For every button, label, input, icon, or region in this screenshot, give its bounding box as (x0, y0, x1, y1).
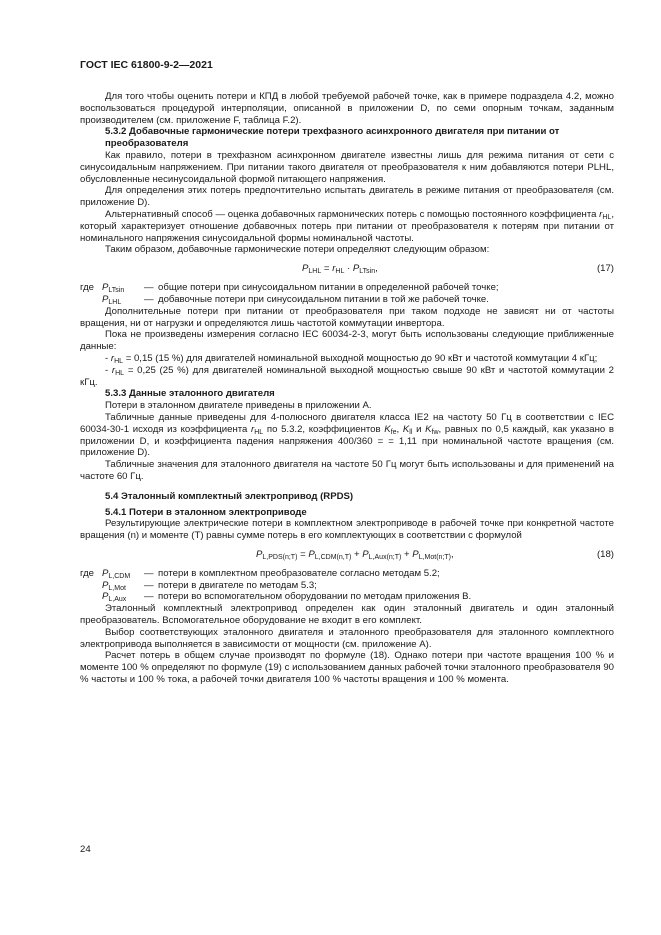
where-item: $P_{L,Aux}$ — потери во вспомогательном оборудовании по методам приложения В. (102, 591, 472, 604)
where-item: $P_{L,Mot}$ — потери в двигателе по методам 5.3; (102, 579, 317, 592)
section-heading-5-4: 5.4 Эталонный комплектный электропривод (RPDS) (105, 490, 354, 502)
paragraph: Для определения этих потерь предпочтительно испытать двигатель в режиме питания от преобразователя (см. приложение D). (80, 185, 614, 209)
paragraph: Потери в эталонном двигателе приведены в приложении А. (105, 400, 372, 412)
formula-17-expression: $P_{LHL} = r_{HL} \cdot P_{LTsin}$, (302, 263, 378, 276)
where-item: $P_{LHL}$ — добавочные потери при синусоидальном питании в той же рабочей точке. (102, 293, 489, 306)
paragraph: Эталонный комплектный электропривод определен как один эталонный двигатель и один эталонный преобразователь. Вспомогательное оборудование не входит в его комплект. (80, 603, 614, 627)
list-item: - $r_{HL} = 0,25$ (25 %) для двигателей номинальной выходной мощностью свыше 90 кВт и частотой коммутации 2 кГц. (80, 364, 614, 388)
paragraph: Расчет потерь в общем случае производят по формуле (18). Однако потери при частоте вращения 100 % и моменте 100 % определяют по формуле (19) с использованием данных рабочей точки эталонного преобразователя 90 % частоты и 100 % тока, а рабочей точки двигателя 100 % частоты вращения и 100 % момента. (80, 650, 614, 686)
paragraph-tabular-data: Табличные данные приведены для 4-полюсного двигателя класса IE2 на частоту 50 Гц в соответствии с IEC 60034-30-1 исходя из коэффициента $r_{HL}$ по 5.3.2, коэффициентов $K_{fe}$, $K_{ll}$ и $K_{fw}$, равных по 0,5 каждый, как указано в приложении D, и коэффициента падения напряжения 400/360 = = 1,11 при номинальной частоте вращения (см. приложение D). (80, 411, 614, 459)
where-item: где $P_{L,CDM}$ — потери в комплектном преобразователе согласно методам 5.2; (80, 567, 440, 580)
formula-18-number: (18) (596, 548, 614, 560)
section-heading-5-3-2: 5.3.2 Добавочные гармонические потери трехфазного асинхронного двигателя при питании от преобразователя (105, 126, 560, 150)
paragraph: Как правило, потери в трехфазном асинхронном двигателе известны лишь для режима питания от сети с синусоидальным напряжением. При питании такого двигателя от преобразователя к ним добавляются потери PLHL, обусловленные несинусоидальной формой питающего напряжения. (80, 149, 614, 185)
section-heading-5-4-1: 5.4.1 Потери в эталонном электроприводе (105, 506, 307, 518)
page-number: 24 (80, 844, 91, 855)
paragraph-alternative: Альтернативный способ — оценка добавочных гармонических потерь с помощью постоянного коэффициента $r_{HL}$, который характеризует отношение добавочных потерь при питании от преобразователя к потерям при питании от номинального напряжения синусоидальной формы номинальной частоты. (80, 208, 614, 244)
paragraph: Для того чтобы оценить потери и КПД в любой требуемой рабочей точке, как в примере подраздела 4.2, можно воспользоваться процедурой интерполяции, описанной в приложении D, по семи опорным точкам, заданным производителем (см. приложение F, таблица F.2). (80, 91, 614, 126)
paragraph: Табличные значения для эталонного двигателя на частоте 50 Гц могут быть использованы и для применений на частоте 60 Гц. (80, 459, 614, 482)
paragraph: Выбор соответствующих эталонного двигателя и эталонного преобразователя для эталонного комплектного электропривода выполняется в зависимости от мощности (см. приложение А). (80, 626, 614, 650)
document-code: ГОСТ IEC 61800-9-2—2021 (80, 59, 213, 71)
page-body (80, 91, 614, 686)
paragraph: Дополнительные потери при питании от преобразователя при таком подходе не зависят ни от частоты вращения, ни от нагрузки и определяются лишь частотой коммутации инвертора. (80, 305, 614, 329)
paragraph: Пока не произведены измерения согласно IEC 60034-2-3, могут быть использованы следующие приближенные данные: (80, 329, 614, 353)
formula-17-number: (17) (596, 263, 614, 275)
paragraph: Таким образом, добавочные гармонические потери определяют следующим образом: (105, 244, 490, 256)
formula-18-expression: $P_{L,PDS(n;T)} = P_{L,CDM(n,T)} + P_{L,Aux(n;T)} + P_{L,Mot(n;T)}$, (256, 548, 454, 561)
list-item: - $r_{HL} = 0,15$ (15 %) для двигателей номинальной выходной мощностью до 90 кВт и частотой коммутации 4 кГц; (105, 352, 598, 365)
formula-17 (80, 256, 614, 282)
where-item: где $P_{LTsin}$ — общие потери при синусоидальном питании в определенной рабочей точке; (80, 282, 499, 295)
section-heading-5-3-3: 5.3.3 Данные эталонного двигателя (105, 388, 275, 400)
paragraph: Результирующие электрические потери в комплектном электроприводе в рабочей точке при конкретной частоте вращения (n) и моменте (T) равны сумме потерь в его комплектующих в соответствии с формулой (80, 518, 614, 542)
formula-18 (80, 542, 614, 568)
